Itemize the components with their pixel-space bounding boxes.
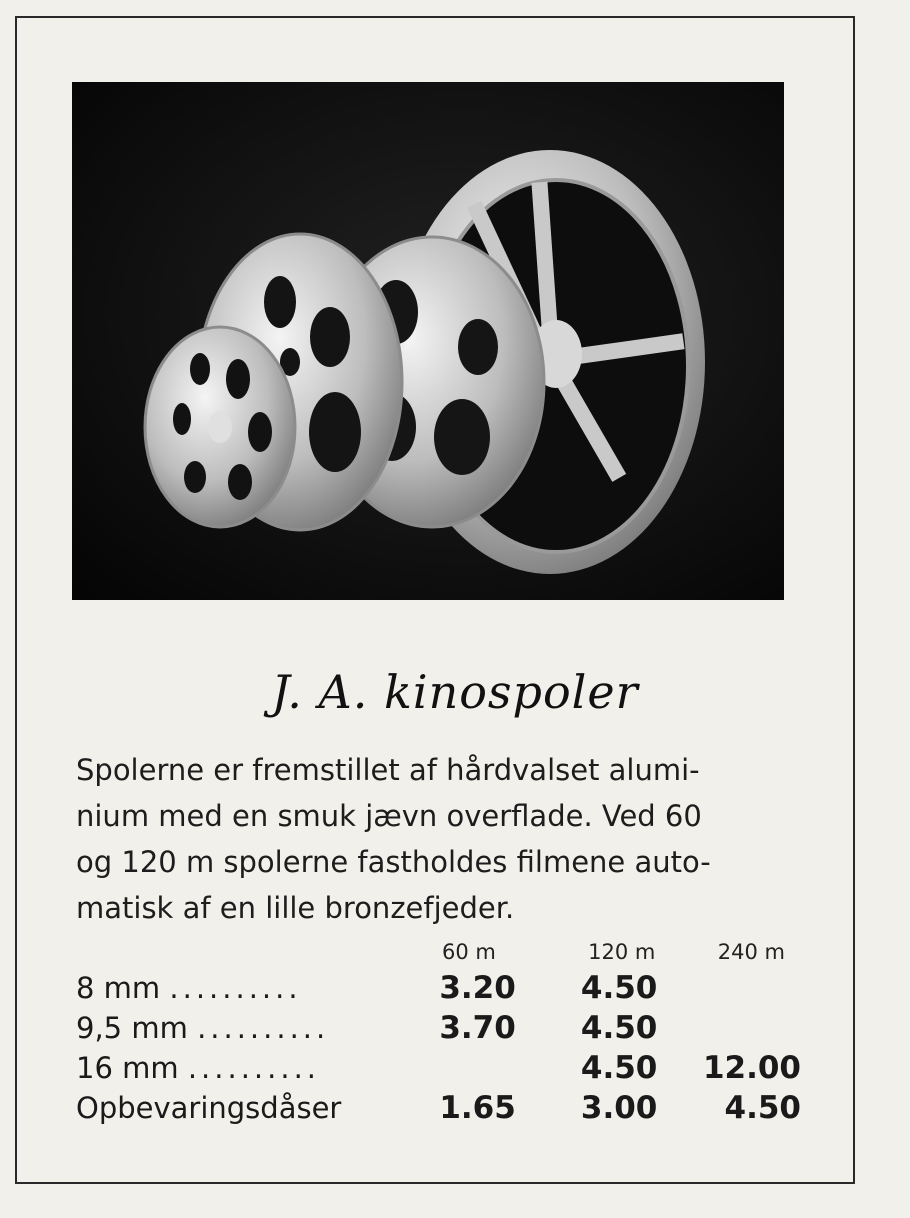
price-120m: 4.50	[580, 1050, 658, 1086]
description-line: Spolerne er fremstillet af hårdvalset alumi-	[76, 753, 700, 787]
product-title: J. A. kinospoler	[271, 665, 639, 719]
table-row	[76, 1008, 801, 1048]
row-label	[76, 1088, 410, 1128]
reel-8mm	[145, 327, 295, 527]
price-120m: 4.50	[580, 970, 658, 1006]
row-label	[76, 1008, 410, 1048]
header-60m: 60 m	[441, 940, 496, 964]
table-row	[76, 1048, 801, 1088]
film-reels-photo	[72, 82, 784, 600]
size-label: Opbevaringsdåser	[76, 1091, 342, 1125]
header-120m: 120 m	[588, 940, 656, 964]
price-240m	[657, 1008, 801, 1048]
product-description	[76, 747, 801, 931]
price-60m	[410, 1048, 516, 1088]
price-120m: 3.00	[580, 1090, 658, 1126]
table-row	[76, 1088, 801, 1128]
description-line: matisk af en lille bronzefjeder.	[76, 891, 515, 925]
header-blank	[76, 936, 410, 968]
price-table-header	[76, 936, 801, 968]
film-reels-illustration	[72, 82, 784, 600]
price-60m: 3.20	[439, 970, 516, 1006]
price-240m	[657, 968, 801, 1008]
row-label	[76, 968, 410, 1008]
header-240m: 240 m	[717, 940, 785, 964]
size-label: 16 mm	[76, 1051, 179, 1085]
price-60m: 3.70	[439, 1010, 516, 1046]
price-120m: 4.50	[580, 1010, 658, 1046]
leader-dots: ..........	[197, 1011, 330, 1045]
leader-dots: ..........	[187, 1051, 321, 1085]
leader-dots: ..........	[169, 971, 302, 1005]
price-240m: 12.00	[702, 1050, 801, 1086]
price-240m: 4.50	[724, 1090, 801, 1126]
table-row	[76, 968, 801, 1008]
description-line: og 120 m spolerne fastholdes filmene auto-	[76, 845, 711, 879]
price-table	[76, 936, 801, 1128]
description-line: nium med en smuk jævn overflade. Ved 60	[76, 799, 702, 833]
size-label: 8 mm	[76, 971, 161, 1005]
price-60m: 1.65	[439, 1090, 516, 1126]
size-label: 9,5 mm	[76, 1011, 188, 1045]
row-label	[76, 1048, 410, 1088]
